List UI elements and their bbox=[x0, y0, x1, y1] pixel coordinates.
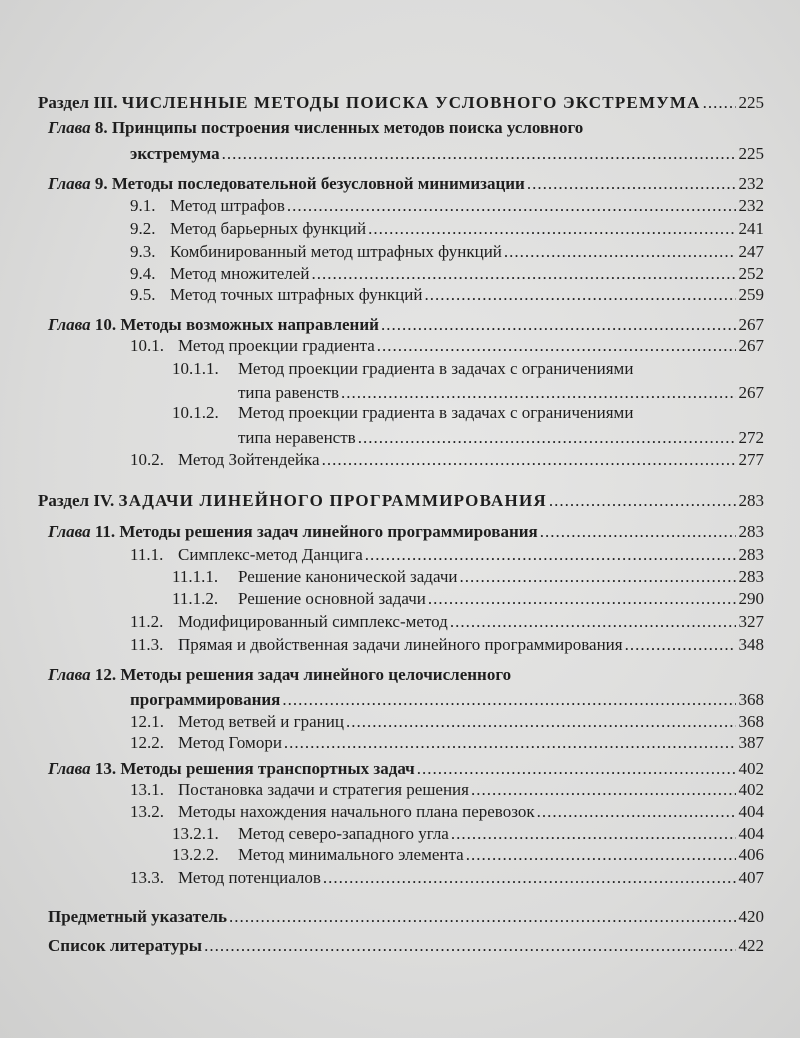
toc-entry-chapter[interactable] bbox=[48, 174, 764, 194]
toc-entry-heading bbox=[130, 285, 422, 305]
toc-entry-chapter[interactable] bbox=[48, 665, 764, 685]
chapter-number: 12. bbox=[94, 665, 117, 684]
subsection-title: Симплекс-метод Данцига bbox=[178, 545, 363, 564]
subsection-number: 13.2. bbox=[130, 802, 164, 821]
subsection-number: 10.1. bbox=[130, 336, 164, 355]
toc-entry-heading bbox=[130, 219, 366, 239]
toc-entry-continuation[interactable] bbox=[238, 428, 764, 448]
dot-leader bbox=[466, 845, 736, 865]
dot-leader bbox=[471, 780, 736, 800]
page-number: 368 bbox=[738, 690, 764, 709]
subsection-number: 9.3. bbox=[130, 242, 156, 261]
subsection-number: 10.1.1. bbox=[172, 359, 219, 378]
chapter-title: Принципы построения численных методов поиска условного bbox=[111, 118, 584, 137]
toc-entry-heading bbox=[172, 824, 449, 844]
page-number: 404 bbox=[738, 802, 764, 821]
toc-entry-chapter[interactable] bbox=[48, 315, 764, 335]
chapter-label: Глава bbox=[48, 174, 91, 193]
toc-entry-sub[interactable] bbox=[130, 612, 764, 632]
toc-entry-heading bbox=[172, 567, 457, 587]
dot-leader bbox=[527, 174, 736, 194]
toc-entry-heading bbox=[130, 612, 448, 632]
subsection-title: Метод Гомори bbox=[178, 733, 282, 752]
toc-entry-heading bbox=[48, 174, 525, 194]
toc-entry-heading bbox=[172, 403, 633, 423]
dot-leader bbox=[625, 635, 736, 655]
chapter-label: Глава bbox=[48, 522, 91, 541]
chapter-title: Методы решения задач линейного целочисленного bbox=[120, 665, 512, 684]
chapter-number: 11. bbox=[94, 522, 116, 541]
subsection-title: Метод множителей bbox=[170, 264, 310, 283]
subsection-number: 13.1. bbox=[130, 780, 164, 799]
dot-leader bbox=[417, 759, 736, 779]
subsection-title: Метод штрафов bbox=[170, 196, 285, 215]
dot-leader bbox=[311, 264, 736, 284]
dot-leader bbox=[358, 428, 736, 448]
toc-entry-title-continued: типа равенств bbox=[238, 383, 340, 402]
dot-leader bbox=[381, 315, 736, 335]
toc-entry-plain[interactable] bbox=[48, 907, 764, 927]
page-number: 283 bbox=[738, 545, 764, 564]
toc-entry-sub[interactable] bbox=[130, 712, 764, 732]
chapter-title: Методы последовательной безусловной минимизации bbox=[111, 174, 525, 193]
toc-entry-title-continued: типа неравенств bbox=[238, 428, 356, 447]
page-number: 225 bbox=[738, 93, 764, 112]
page-number: 277 bbox=[738, 450, 764, 469]
subsection-title: Метод проекции градиента bbox=[178, 336, 375, 355]
toc-entry-heading bbox=[48, 936, 202, 956]
dot-leader bbox=[229, 907, 736, 927]
dot-leader bbox=[322, 450, 736, 470]
subsection-number: 12.1. bbox=[130, 712, 164, 731]
toc-entry-subsub[interactable] bbox=[172, 359, 764, 379]
subsection-number: 11.1. bbox=[130, 545, 164, 564]
page-number: 407 bbox=[738, 868, 764, 887]
toc-entry-sub[interactable] bbox=[130, 780, 764, 800]
page-number: 368 bbox=[738, 712, 764, 731]
toc-entry-heading bbox=[172, 589, 426, 609]
dot-leader bbox=[222, 144, 736, 164]
dot-leader bbox=[346, 712, 736, 732]
dot-leader bbox=[549, 491, 736, 511]
section-label: Раздел III. bbox=[38, 93, 118, 112]
toc-entry-heading bbox=[172, 845, 464, 865]
toc-entry-heading bbox=[130, 545, 363, 565]
dot-leader bbox=[537, 802, 736, 822]
toc-entry-heading bbox=[48, 118, 583, 138]
dot-leader bbox=[424, 285, 736, 305]
dot-leader bbox=[365, 545, 736, 565]
toc-entry-heading bbox=[130, 635, 623, 655]
page-number: 404 bbox=[738, 824, 764, 843]
toc-entry-chapter[interactable] bbox=[48, 118, 764, 138]
toc-entry-heading bbox=[48, 315, 379, 335]
toc-entry-continuation[interactable] bbox=[130, 144, 764, 164]
toc-entry-heading bbox=[38, 491, 547, 511]
toc-entry-subsub[interactable] bbox=[172, 824, 764, 844]
subsection-number: 13.3. bbox=[130, 868, 164, 887]
subsection-title: Решение основной задачи bbox=[238, 589, 426, 608]
subsection-title: Метод барьерных функций bbox=[170, 219, 367, 238]
toc-entry-heading bbox=[130, 242, 502, 262]
dot-leader bbox=[282, 690, 736, 710]
subsection-number: 11.3. bbox=[130, 635, 164, 654]
dot-leader bbox=[323, 868, 736, 888]
dot-leader bbox=[504, 242, 736, 262]
toc-entry-plain[interactable] bbox=[48, 936, 764, 956]
subsection-number: 9.1. bbox=[130, 196, 156, 215]
dot-leader bbox=[540, 522, 736, 542]
toc-entry-sub[interactable] bbox=[130, 868, 764, 888]
toc-entry-heading bbox=[130, 196, 285, 216]
chapter-number: 9. bbox=[94, 174, 108, 193]
back-matter-title: Предметный указатель bbox=[48, 907, 228, 926]
page-number: 283 bbox=[738, 491, 764, 510]
toc-entry-sub[interactable] bbox=[130, 285, 764, 305]
subsection-number: 11.2. bbox=[130, 612, 164, 631]
chapter-number: 8. bbox=[94, 118, 108, 137]
page-number: 241 bbox=[738, 219, 764, 238]
page-number: 387 bbox=[738, 733, 764, 752]
page-number: 259 bbox=[738, 285, 764, 304]
page-number: 406 bbox=[738, 845, 764, 864]
subsection-title: Комбинированный метод штрафных функций bbox=[170, 242, 502, 261]
toc-entry-heading bbox=[130, 450, 320, 470]
subsection-number: 10.2. bbox=[130, 450, 164, 469]
section-title: ЧИСЛЕННЫЕ МЕТОДЫ ПОИСКА УСЛОВНОГО ЭКСТРЕМУМА bbox=[121, 93, 701, 112]
toc-entry-heading bbox=[48, 759, 415, 779]
toc-entry-heading bbox=[38, 93, 701, 113]
dot-leader bbox=[287, 196, 736, 216]
subsection-title: Метод проекции градиента в задачах с ограничениями bbox=[238, 359, 634, 378]
toc-entry-heading bbox=[130, 868, 321, 888]
toc-entry-heading bbox=[130, 780, 469, 800]
dot-leader bbox=[450, 612, 736, 632]
toc-entry-heading bbox=[172, 359, 633, 379]
toc-entry-title-continued: экстремума bbox=[130, 144, 220, 163]
chapter-title: Методы решения задач линейного программирования bbox=[119, 522, 538, 541]
subsection-title: Метод минимального элемента bbox=[238, 845, 464, 864]
toc-entry-continuation[interactable] bbox=[130, 690, 764, 710]
subsection-number: 13.2.1. bbox=[172, 824, 219, 843]
toc-entry-continuation[interactable] bbox=[238, 383, 764, 403]
toc-entry-subsub[interactable] bbox=[172, 845, 764, 865]
page-number: 283 bbox=[738, 567, 764, 586]
chapter-label: Глава bbox=[48, 118, 91, 137]
subsection-title: Постановка задачи и стратегия решения bbox=[178, 780, 469, 799]
page-number: 402 bbox=[738, 759, 764, 778]
chapter-label: Глава bbox=[48, 315, 91, 334]
dot-leader bbox=[451, 824, 736, 844]
page-number: 225 bbox=[738, 144, 764, 163]
toc-entry-sub[interactable] bbox=[130, 264, 764, 284]
page-number: 232 bbox=[738, 196, 764, 215]
toc-entry-subsub[interactable] bbox=[172, 403, 764, 423]
page-number: 267 bbox=[738, 383, 764, 402]
page-number: 290 bbox=[738, 589, 764, 608]
section-title: ЗАДАЧИ ЛИНЕЙНОГО ПРОГРАММИРОВАНИЯ bbox=[118, 491, 547, 510]
subsection-title: Метод точных штрафных функций bbox=[170, 285, 423, 304]
toc-entry-sub[interactable] bbox=[130, 336, 764, 356]
dot-leader bbox=[204, 936, 736, 956]
toc-entry-heading bbox=[130, 336, 375, 356]
dot-leader bbox=[368, 219, 736, 239]
toc-entry-sub[interactable] bbox=[130, 196, 764, 216]
subsection-title: Модифицированный симплекс-метод bbox=[178, 612, 448, 631]
back-matter-title: Список литературы bbox=[48, 936, 203, 955]
subsection-number: 9.5. bbox=[130, 285, 156, 304]
toc-entry-sub[interactable] bbox=[130, 450, 764, 470]
toc-entry-subsub[interactable] bbox=[172, 567, 764, 587]
toc-entry-section[interactable] bbox=[38, 491, 764, 511]
toc-entry-sub[interactable] bbox=[130, 219, 764, 239]
page-number: 402 bbox=[738, 780, 764, 799]
subsection-number: 10.1.2. bbox=[172, 403, 219, 422]
subsection-title: Метод потенциалов bbox=[178, 868, 321, 887]
subsection-title: Метод ветвей и границ bbox=[178, 712, 344, 731]
subsection-title: Метод Зойтендейка bbox=[178, 450, 320, 469]
chapter-number: 10. bbox=[94, 315, 117, 334]
chapter-label: Глава bbox=[48, 759, 91, 778]
subsection-number: 9.2. bbox=[130, 219, 156, 238]
toc-entry-heading bbox=[48, 522, 538, 542]
toc-entry-heading bbox=[130, 712, 344, 732]
toc-entry-heading bbox=[130, 733, 282, 753]
toc-entry-sub[interactable] bbox=[130, 635, 764, 655]
page-number: 267 bbox=[738, 336, 764, 355]
chapter-label: Глава bbox=[48, 665, 91, 684]
subsection-title: Прямая и двойственная задачи линейного программирования bbox=[178, 635, 623, 654]
subsection-title: Решение канонической задачи bbox=[238, 567, 458, 586]
page-number: 327 bbox=[738, 612, 764, 631]
page-number: 420 bbox=[738, 907, 764, 926]
toc-entry-chapter[interactable] bbox=[48, 522, 764, 542]
toc-entry-heading bbox=[130, 802, 535, 822]
toc-entry-section[interactable] bbox=[38, 93, 764, 113]
toc-entry-sub[interactable] bbox=[130, 545, 764, 565]
dot-leader bbox=[341, 383, 736, 403]
chapter-title: Методы возможных направлений bbox=[120, 315, 379, 334]
subsection-number: 12.2. bbox=[130, 733, 164, 752]
page-number: 272 bbox=[738, 428, 764, 447]
dot-leader bbox=[284, 733, 736, 753]
subsection-number: 13.2.2. bbox=[172, 845, 219, 864]
page-number: 422 bbox=[738, 936, 764, 955]
section-label: Раздел IV. bbox=[38, 491, 115, 510]
chapter-title: Методы решения транспортных задач bbox=[120, 759, 415, 778]
page-number: 348 bbox=[738, 635, 764, 654]
page-number: 232 bbox=[738, 174, 764, 193]
toc-entry-sub[interactable] bbox=[130, 802, 764, 822]
toc-entry-heading bbox=[48, 665, 511, 685]
subsection-number: 11.1.2. bbox=[172, 589, 219, 608]
dot-leader bbox=[377, 336, 736, 356]
page-number: 252 bbox=[738, 264, 764, 283]
toc-entry-chapter[interactable] bbox=[48, 759, 764, 779]
toc-entry-title-continued: программирования bbox=[130, 690, 281, 709]
toc-entry-subsub[interactable] bbox=[172, 589, 764, 609]
subsection-number: 11.1.1. bbox=[172, 567, 219, 586]
page-number: 247 bbox=[738, 242, 764, 261]
toc-entry-heading bbox=[48, 907, 227, 927]
subsection-title: Метод северо-западного угла bbox=[238, 824, 449, 843]
dot-leader bbox=[459, 567, 736, 587]
page-number: 283 bbox=[738, 522, 764, 541]
toc-entry-heading bbox=[130, 264, 309, 284]
subsection-title: Метод проекции градиента в задачах с ограничениями bbox=[238, 403, 634, 422]
dot-leader bbox=[703, 93, 736, 113]
toc-entry-sub[interactable] bbox=[130, 242, 764, 262]
dot-leader bbox=[428, 589, 736, 609]
subsection-number: 9.4. bbox=[130, 264, 156, 283]
toc-entry-sub[interactable] bbox=[130, 733, 764, 753]
page-number: 267 bbox=[738, 315, 764, 334]
subsection-title: Методы нахождения начального плана перевозок bbox=[178, 802, 535, 821]
chapter-number: 13. bbox=[94, 759, 117, 778]
